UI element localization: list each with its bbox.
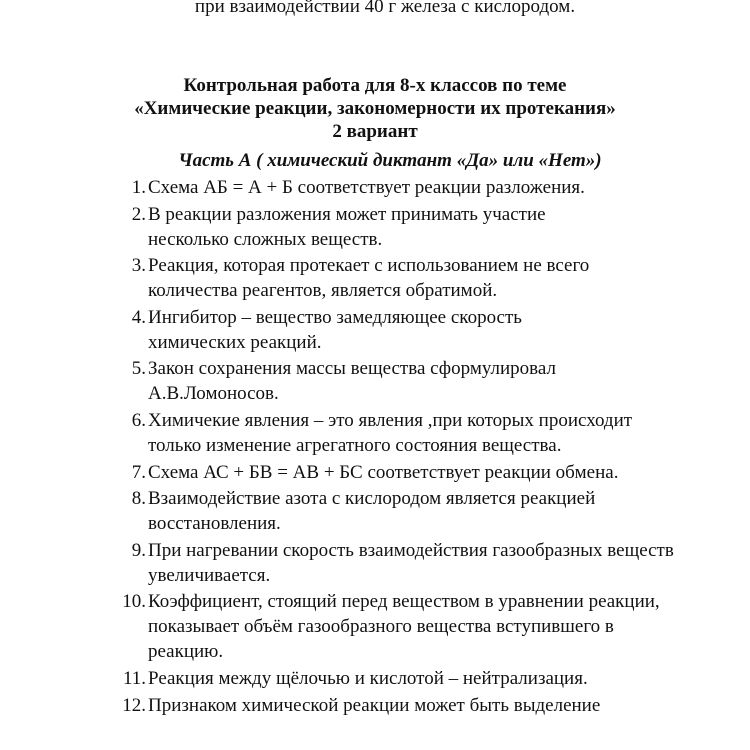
title-variant: 2 вариант [332, 121, 418, 142]
question-item [0, 202, 750, 252]
question-number: 5. [131, 358, 146, 380]
test-title [0, 74, 750, 143]
question-text: Закон сохранения массы вещества сформулировал А.В.Ломоносов. [148, 358, 556, 405]
question-number: 12. [122, 694, 146, 716]
question-item [0, 305, 750, 355]
question-text: Химичекие явления – это явления ,при которых происходит только изменение агрегатного состояния вещества. [148, 409, 633, 456]
question-number: 6. [131, 409, 146, 431]
question-number: 7. [131, 461, 146, 483]
question-item [0, 175, 750, 200]
question-item [0, 589, 750, 664]
question-text: Ингибитор – вещество замедляющее скорость химических реакций. [148, 306, 522, 353]
question-text: Признаком химической реакции может быть выделение [148, 694, 601, 716]
question-item [0, 486, 750, 536]
title-line-1: Контрольная работа для 8-х классов по теме [183, 75, 567, 96]
question-text: Реакция, которая протекает с использованием не всего количества реагентов, является обратимой. [148, 255, 590, 302]
question-text: Реакция между щёлочью и кислотой – нейтрализация. [148, 667, 588, 689]
question-text: Схема АБ = А + Б соответствует реакции разложения. [148, 177, 585, 198]
question-number: 11. [122, 667, 146, 689]
question-item [0, 666, 750, 691]
question-number: 2. [131, 203, 146, 225]
question-item [0, 460, 750, 485]
question-item [0, 356, 750, 406]
question-item [0, 693, 750, 718]
previous-task-tail: при взаимодействии 40 г железа с кислородом. [194, 0, 576, 17]
question-text: Схема АС + БВ = АВ + БС соответствует реакции обмена. [148, 461, 619, 483]
question-text: При нагревании скорость взаимодействия газообразных веществ увеличивается. [148, 539, 674, 586]
question-text: В реакции разложения может принимать участие несколько сложных веществ. [148, 203, 546, 250]
question-number: 9. [131, 539, 146, 561]
question-text: Взаимодействие азота с кислородом является реакцией восстановления. [148, 488, 596, 535]
question-number: 1. [131, 177, 146, 198]
question-text: Коэффициент, стоящий перед веществом в уравнении реакции, показывает объём газообразного вещества вступившего в реакцию. [148, 591, 660, 663]
question-list [0, 175, 750, 719]
question-number: 4. [131, 306, 146, 328]
question-number: 10. [122, 591, 146, 613]
question-number: 3. [131, 255, 146, 277]
question-item [0, 253, 750, 303]
title-line-2: «Химические реакции, закономерности их протекания» [134, 98, 616, 119]
part-a-heading: Часть А ( химический диктант «Да» или «Нет») [178, 150, 602, 171]
question-item [0, 408, 750, 458]
question-item [0, 538, 750, 588]
question-number: 8. [131, 488, 146, 510]
